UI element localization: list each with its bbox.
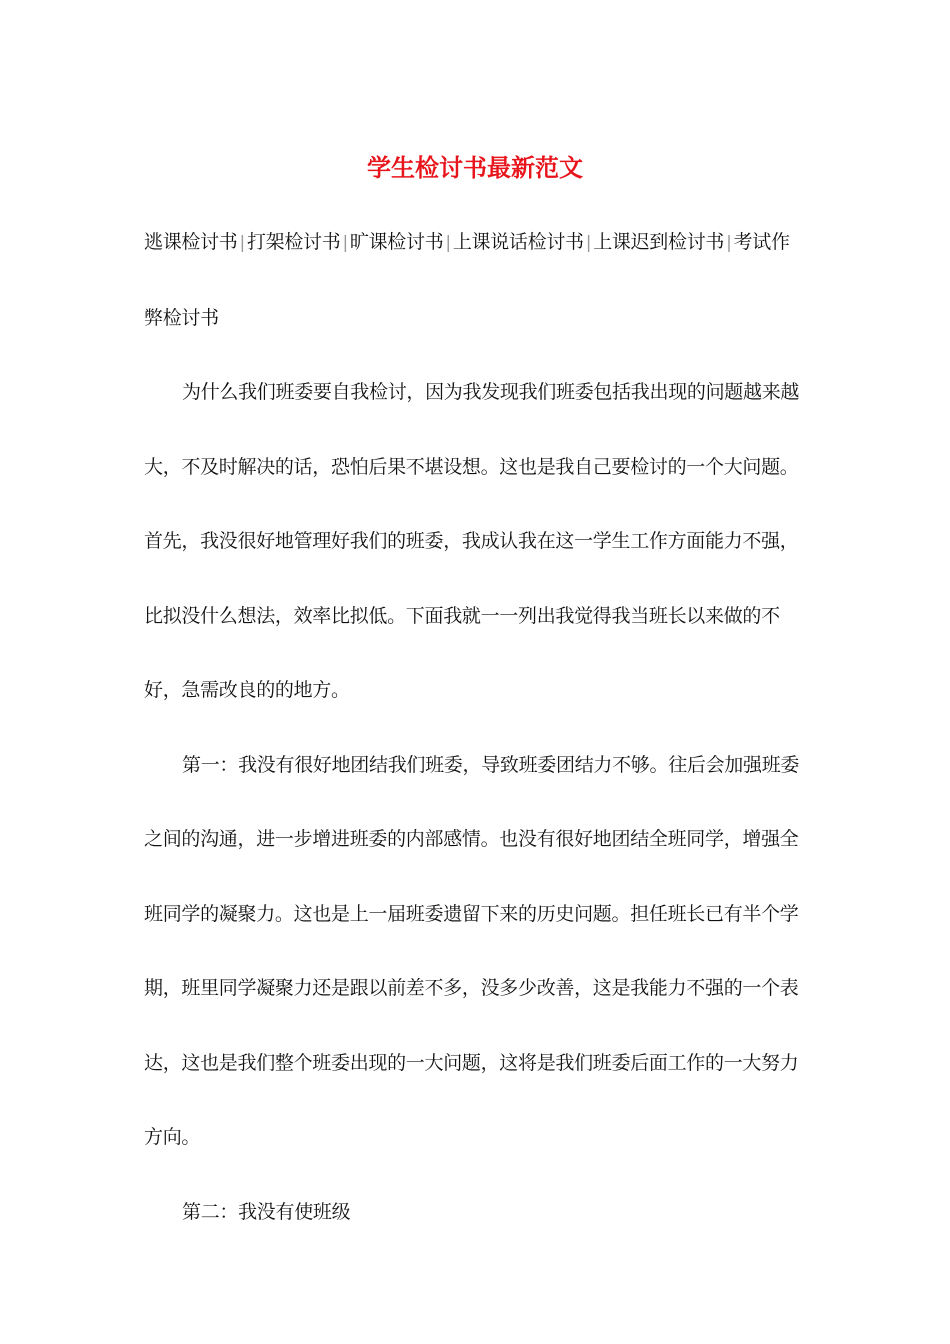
- document-body: [144, 205, 808, 1249]
- link-separator: |: [585, 233, 592, 253]
- paragraph-first-point: 第一：我没有很好地团结我们班委，导致班委团结力不够。往后会加强班委之间的沟通，进一步增进班委的内部感情。也没有很好地团结全班同学，增强全班同学的凝聚力。这也是上一届班委遗留下来的历史问题。担任班长已有半个学期，班里同学凝聚力还是跟以前差不多，没多少改善，这是我能力不强的一个表达，这也是我们整个班委出现的一大问题，这将是我们班委后面工作的一大努力方向。: [144, 753, 800, 1148]
- link-skip-class[interactable]: 逃课检讨书: [144, 231, 238, 253]
- link-absence[interactable]: 旷课检讨书: [349, 231, 444, 253]
- link-separator: |: [239, 233, 245, 253]
- paragraph-second-point: 第二：我没有使班级: [182, 1200, 351, 1223]
- link-exam-cheating[interactable]: 考试作弊检讨书: [144, 231, 790, 329]
- link-separator: |: [342, 233, 348, 253]
- link-late-to-class[interactable]: 上课迟到检讨书: [593, 231, 725, 253]
- paragraph-intro: 为什么我们班委要自我检讨，因为我发现我们班委包括我出现的问题越来越大，不及时解决的话，恐怕后果不堪设想。这也是我自己要检讨的一个大问题。首先，我没很好地管理好我们的班委，我成认我在这一学生工作方面能力不强，比拟没什么想法，效率比拟低。下面我就一一列出我觉得我当班长以来做的不好，急需改良的的地方。: [144, 381, 800, 701]
- link-separator: |: [445, 233, 451, 253]
- document-title: 学生检讨书最新范文: [367, 153, 583, 182]
- related-links: [144, 205, 808, 355]
- link-separator: |: [726, 233, 732, 253]
- link-fighting[interactable]: 打架检讨书: [246, 231, 341, 253]
- link-talking-in-class[interactable]: 上课说话检讨书: [452, 231, 584, 253]
